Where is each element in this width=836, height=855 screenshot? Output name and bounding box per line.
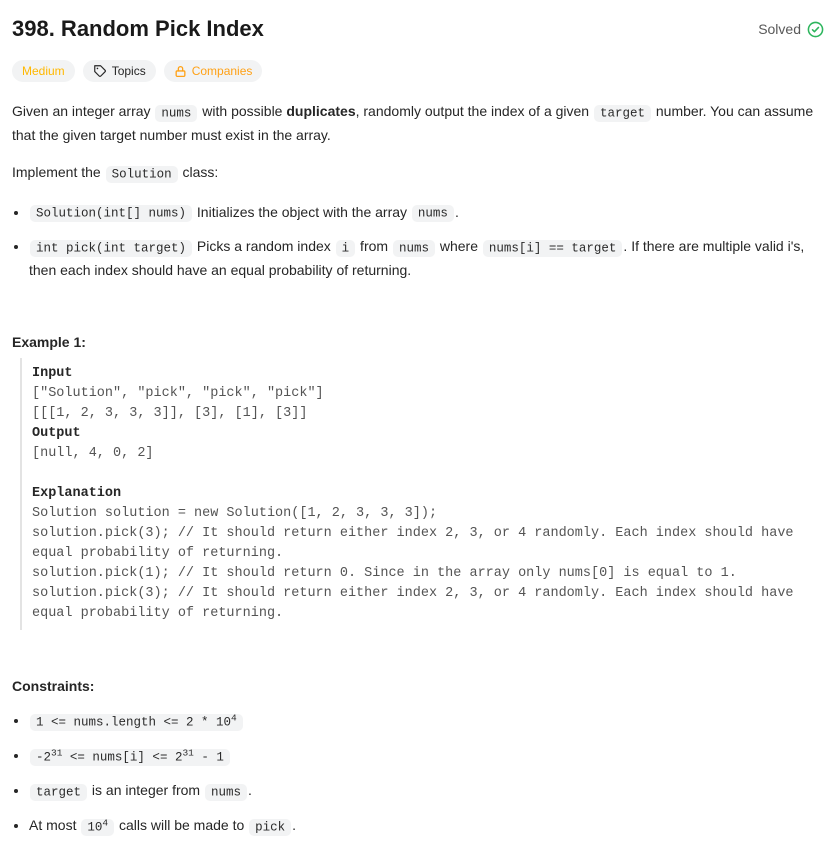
list-item-pick	[29, 236, 824, 281]
inline-code-target: target	[594, 105, 651, 122]
text-segment: Initializes the object with the array	[193, 203, 411, 220]
example-input-line: [[[1, 2, 3, 3, 3]], [3], [1], [3]]	[32, 406, 308, 421]
text-segment: class:	[178, 164, 219, 180]
companies-label: Companies	[191, 64, 253, 78]
example-input-label: Input	[32, 366, 73, 381]
superscript: 4	[231, 711, 237, 723]
page-title: 398. Random Pick Index	[12, 16, 264, 41]
example-explanation-line: solution.pick(1); // It should return 0. Since in the array only nums[0] is equal to 1.	[32, 566, 737, 581]
example-output-label: Output	[32, 426, 81, 441]
text-segment: where	[435, 238, 482, 254]
constraints-heading: Constraints:	[12, 678, 95, 694]
inline-code-equality: nums[i] == target	[483, 240, 623, 257]
text-segment: Implement the	[12, 164, 105, 180]
inline-code-constraint	[30, 711, 243, 731]
inline-code-i: i	[336, 240, 356, 257]
example-block	[20, 358, 824, 630]
inline-code-constraint	[81, 816, 114, 836]
text-segment: 10	[87, 820, 103, 834]
header	[12, 14, 824, 44]
topics-button[interactable]	[83, 60, 156, 82]
text-segment: is an integer from	[88, 782, 204, 798]
intro-paragraph	[12, 101, 824, 146]
difficulty-badge[interactable]: Medium	[12, 60, 75, 82]
example-output-line: [null, 4, 0, 2]	[32, 446, 154, 461]
inline-code-pick-signature: int pick(int target)	[30, 240, 192, 257]
inline-code-nums: nums	[205, 784, 247, 801]
text-segment: number. You can assume that the given target number must exist in the array.	[12, 103, 814, 143]
text-segment: . If there are multiple valid i's, then each index should have an equal probability of returning.	[29, 238, 805, 278]
constraints-list	[12, 709, 824, 838]
topics-label: Topics	[111, 64, 146, 78]
inline-code-constraint	[30, 746, 230, 766]
text-segment: calls will be made to	[115, 817, 249, 833]
example-input-line: ["Solution", "pick", "pick", "pick"]	[32, 386, 324, 401]
companies-button[interactable]	[164, 60, 263, 82]
inline-code-solution: Solution	[106, 166, 178, 183]
text-segment: Given an integer array	[12, 103, 155, 119]
example-explanation-line: solution.pick(3); // It should return either index 2, 3, or 4 randomly. Each index should have equal probability of returning.	[32, 526, 794, 561]
list-item-constructor	[29, 202, 824, 226]
solved-label: Solved	[758, 21, 801, 37]
lock-icon	[174, 65, 187, 78]
inline-code-pick: pick	[249, 819, 291, 836]
text-segment: - 1	[193, 750, 224, 764]
text-segment: 1 <= nums.length <= 2 * 10	[36, 715, 232, 729]
emphasis-duplicates: duplicates	[286, 103, 356, 119]
text-segment: <= nums[i] <= 2	[62, 750, 183, 764]
solved-status[interactable]	[758, 21, 824, 38]
example-explanation-label: Explanation	[32, 486, 122, 501]
superscript: 31	[182, 746, 194, 758]
constraint-item	[29, 709, 824, 733]
inline-code-nums: nums	[155, 105, 197, 122]
example-blank-line	[32, 464, 812, 484]
text-segment: .	[454, 203, 459, 220]
check-circle-icon	[807, 21, 824, 38]
inline-code-nums: nums	[412, 205, 454, 222]
implement-paragraph	[12, 162, 824, 186]
text-segment: Picks a random index	[193, 238, 335, 254]
text-segment: with possible	[198, 103, 287, 119]
text-segment: .	[247, 782, 252, 798]
example-heading: Example 1:	[12, 334, 86, 350]
tags-row	[12, 60, 824, 82]
constraint-item	[29, 744, 824, 768]
method-list	[12, 202, 824, 282]
constraint-item	[29, 779, 824, 803]
text-segment: from	[356, 238, 392, 254]
inline-code-constructor: Solution(int[] nums)	[30, 205, 192, 222]
superscript: 4	[102, 816, 109, 828]
constraint-item	[29, 814, 824, 838]
example-explanation-line: Solution solution = new Solution([1, 2, 3, 3, 3]);	[32, 506, 438, 521]
text-segment: -2	[36, 750, 52, 764]
text-segment: .	[292, 817, 297, 833]
superscript: 31	[51, 746, 63, 758]
text-segment: At most	[29, 817, 81, 833]
inline-code-nums: nums	[393, 240, 435, 257]
tag-icon	[93, 64, 107, 78]
text-segment: , randomly output the index of a given	[355, 103, 593, 119]
inline-code-target: target	[30, 784, 87, 801]
example-explanation-line: solution.pick(3); // It should return either index 2, 3, or 4 randomly. Each index should have equal probability of returning.	[32, 586, 794, 621]
